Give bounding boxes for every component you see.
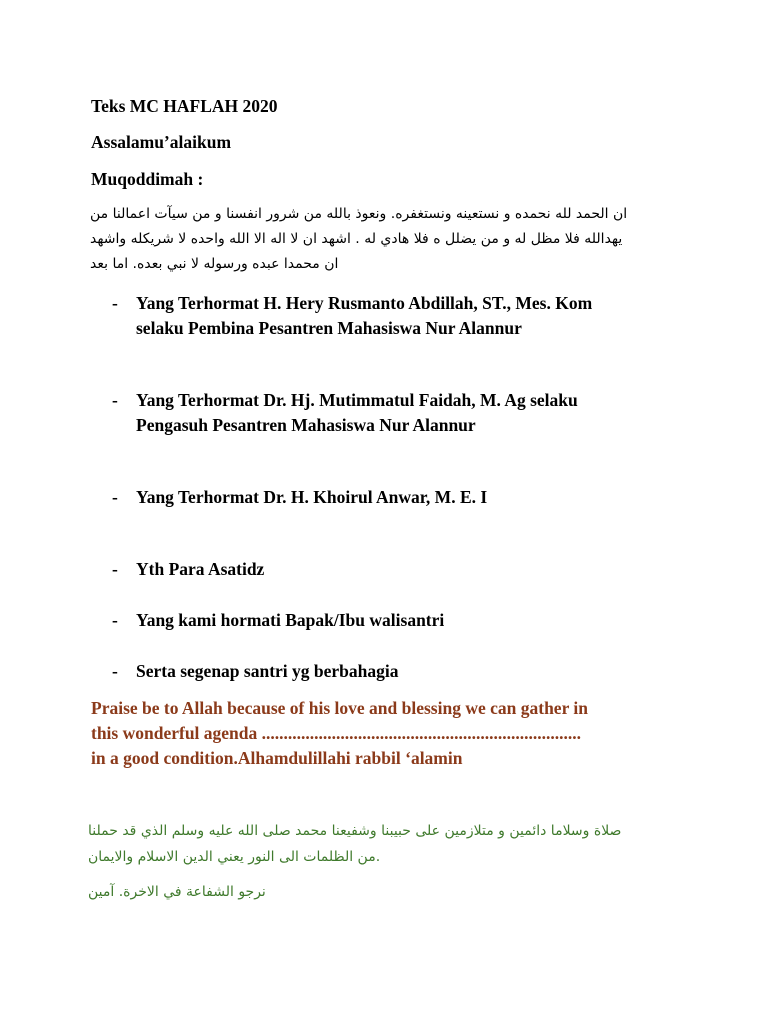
closing-arabic-line: .من الظلمات الى النور يعني الدين الاسلام والايمان	[88, 849, 381, 865]
muqoddimah-arabic-line: يهدالله فلا مظل له و من يضلل ه فلا هادي له . اشهد ان لا اله الا الله واحده لا شريكله واشهد	[90, 231, 623, 247]
list-item-line: Serta segenap santri yg berbahagia	[136, 661, 399, 681]
list-dash: -	[112, 293, 118, 313]
closing-arabic-line: نرجو الشفاعة في الاخرة. آمين	[88, 884, 266, 900]
greeting-text: Assalamu’alaikum	[91, 132, 232, 152]
praise-line: in a good condition.Alhamdulillahi rabbil ‘alamin	[91, 748, 463, 768]
list-dash: -	[112, 487, 118, 507]
praise-paragraph	[91, 696, 711, 771]
list-dash: -	[112, 559, 118, 579]
list-dash: -	[112, 610, 118, 630]
list-item-line: Pengasuh Pesantren Mahasiswa Nur Alannur	[136, 415, 476, 435]
list-item-line: selaku Pembina Pesantren Mahasiswa Nur Alannur	[136, 318, 522, 338]
list-item-line: Yang kami hormati Bapak/Ibu walisantri	[136, 610, 445, 630]
list-dash: -	[112, 661, 118, 681]
list-item-line: Yth Para Asatidz	[136, 559, 265, 579]
praise-line: Praise be to Allah because of his love and blessing we can gather in	[91, 698, 588, 718]
list-dash: -	[112, 390, 118, 410]
document-title: Teks MC HAFLAH 2020	[91, 96, 278, 116]
muqoddimah-arabic-line: ان الحمد لله نحمده و نستعينه ونستغفره. ونعوذ بالله من شرور انفسنا و من سيآت اعمالنا من	[90, 206, 628, 222]
praise-line: this wonderful agenda .........................................................................	[91, 723, 582, 743]
list-item-line: Yang Terhormat H. Hery Rusmanto Abdillah, ST., Mes. Kom	[136, 293, 593, 313]
list-item-line: Yang Terhormat Dr. Hj. Mutimmatul Faidah, M. Ag selaku	[136, 390, 578, 410]
muqoddimah-arabic-line: ان محمدا عبده ورسوله لا نبي بعده. اما بعد	[90, 256, 339, 272]
muqoddimah-heading: Muqoddimah :	[91, 169, 204, 189]
closing-arabic-line: صلاة وسلاما دائمين و متلازمين على حبيبنا وشفيعنا محمد صلى الله عليه وسلم الذي قد حملنا	[88, 823, 622, 839]
list-item-line: Yang Terhormat Dr. H. Khoirul Anwar, M. E. I	[136, 487, 488, 507]
